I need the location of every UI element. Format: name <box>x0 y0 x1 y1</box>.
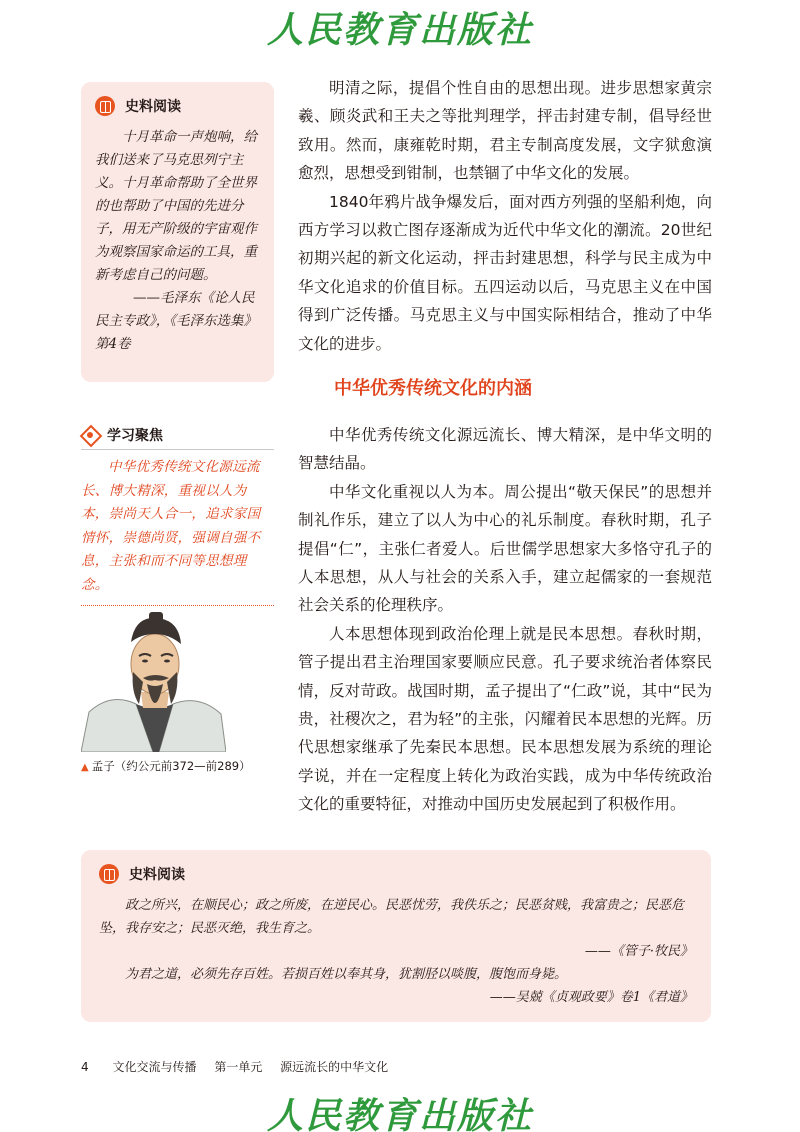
section-heading: 中华优秀传统文化的内涵 <box>334 378 532 399</box>
page-number: 4 <box>81 1060 89 1074</box>
study-focus-header <box>81 425 274 450</box>
paragraph-opium-war: 1840年鸦片战争爆发后，面对西方列强的坚船利炮，向西方学习以救亡图存逐渐成为近代中华文化的潮流。20世纪初期兴起的新文化运动，抨击封建思想，科学与民主成为中华文化追求的价值目标。五四运动以后，马克思主义在中国得到广泛传播。马克思主义与中国实际相结合，推动了中华文化的进步。 <box>298 192 712 353</box>
bottom-quote-zhenguan: 为君之道，必须先存百姓。若损百姓以奉其身，犹割胫以啖腹，腹饱而身毙。 <box>125 967 568 982</box>
paragraph-intro: 中华优秀传统文化源远流长、博大精深，是中华文明的智慧结晶。 <box>298 426 712 473</box>
sidebar-source-line2: 民主专政》，《毛泽东选集》 <box>95 313 257 329</box>
main-text-lower <box>298 421 712 819</box>
portrait-caption <box>81 758 251 774</box>
publisher-logo-bottom: 人民教育出版社 <box>266 1095 533 1132</box>
main-text-upper <box>298 74 712 358</box>
paragraph-people-oriented: 中华文化重视以人为本。周公提出“敬天保民”的思想并制礼作乐，建立了以人为中心的礼乐制度。春秋时期，孔子提倡“仁”，主张仁者爱人。后世儒学思想家大多恪守孔子的人本思想，从人与社会的关系入手，建立起儒家的一套规范社会关系的伦理秩序。 <box>298 482 712 615</box>
bottom-reading-title: 史料阅读 <box>129 867 185 883</box>
study-focus-divider <box>81 605 274 606</box>
sidebar-reading-title: 史料阅读 <box>125 99 181 115</box>
paragraph-minben: 人本思想体现到政治伦理上就是民本思想。春秋时期，管子提出君主治理国家要顺应民意。孔子要求统治者体察民情，反对苛政。战国时期，孟子提出了“仁政”说，其中“民为贵，社稷次之，君为轻”的主张，闪耀着民本思想的光辉。历代思想家继承了先秦民本思想。民本思想发展为系统的理论学说，并在一定程度上转化为政治实践，成为中华传统政治文化的重要特征，对推动中国历史发展起到了积极作用。 <box>298 624 712 814</box>
sidebar-reading-source <box>95 287 260 356</box>
sidebar-reading-header <box>95 96 260 116</box>
study-focus <box>81 425 274 606</box>
bottom-source-zhenguan: ——吴兢《贞观政要》卷1《君道》 <box>489 990 693 1005</box>
footer-book: 文化交流与传播 <box>112 1060 197 1074</box>
page-footer <box>81 1058 402 1075</box>
footer-unit-title: 源远流长的中华文化 <box>280 1060 389 1074</box>
sidebar-source-line1: ——毛泽东《论人民 <box>133 290 255 306</box>
sidebar-reading-quote: 十月革命一声炮响，给我们送来了马克思列宁主义。十月革命帮助了全世界的也帮助了中国的先进分子，用无产阶级的宇宙观作为观察国家命运的工具，重新考虑自己的问题。 <box>95 129 257 283</box>
target-icon <box>81 426 99 444</box>
triangle-icon: ▲ <box>81 762 89 773</box>
bottom-source-guanzi: ——《管子·牧民》 <box>584 944 693 959</box>
bottom-quote-guanzi: 政之所兴，在顺民心；政之所废，在逆民心。民恶忧劳，我佚乐之；民恶贫贱，我富贵之；民恶危坠，我存安之；民恶灭绝，我生育之。 <box>99 898 685 936</box>
portrait-caption-text: 孟子（约公元前372—前289） <box>91 759 251 773</box>
paragraph-ming-qing: 明清之际，提倡个性自由的思想出现。进步思想家黄宗羲、顾炎武和王夫之等批判理学，抨击封建专制，倡导经世致用。然而，康雍乾时期，君主专制高度发展，文字狱愈演愈烈，思想受到钳制，也禁锢了中华文化的发展。 <box>298 79 712 183</box>
study-focus-title: 学习聚焦 <box>107 428 163 444</box>
mencius-portrait <box>81 612 226 752</box>
footer-unit: 第一单元 <box>214 1060 263 1074</box>
bottom-reading-header <box>99 864 693 884</box>
sidebar-reading-box <box>81 82 274 382</box>
book-icon <box>95 96 115 116</box>
study-focus-text: 中华优秀传统文化源远流长、博大精深，重视以人为本，崇尚天人合一，追求家国情怀，崇德尚贤，强调自强不息，主张和而不同等思想理念。 <box>81 459 261 593</box>
bottom-reading-box <box>81 850 711 1022</box>
publisher-logo-top: 人民教育出版社 <box>266 9 533 51</box>
book-icon <box>99 864 119 884</box>
sidebar-source-line3: 第4卷 <box>95 336 131 352</box>
